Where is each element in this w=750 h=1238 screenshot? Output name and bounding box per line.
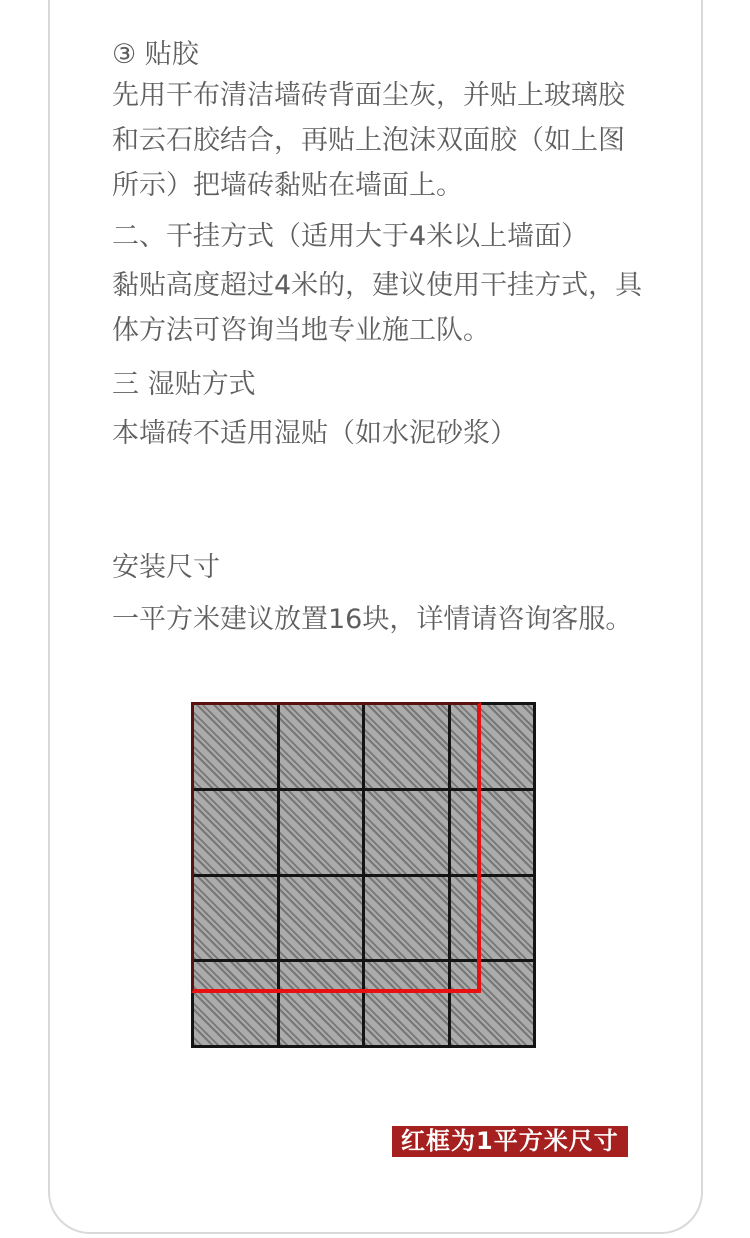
tile-grid-diagram — [191, 702, 536, 1048]
tile — [365, 877, 448, 960]
tile — [451, 705, 534, 788]
tile — [280, 791, 363, 874]
tile — [451, 877, 534, 960]
install-size-body: 一平方米建议放置16块，详情请咨询客服。 — [112, 604, 633, 635]
tile — [194, 791, 277, 874]
tile — [280, 877, 363, 960]
tile — [280, 962, 363, 1045]
tile — [280, 705, 363, 788]
dry-hang-heading: 二、干挂方式（适用大于4米以上墙面） — [112, 221, 589, 252]
glue-step-body: 先用干布清洁墙砖背面尘灰，并贴上玻璃胶和云石胶结合，再贴上泡沫双面胶（如上图所示）把墙砖黏贴在墙面上。 — [112, 80, 625, 201]
tile — [451, 962, 534, 1045]
install-size-heading: 安装尺寸 — [112, 552, 220, 583]
tile — [365, 705, 448, 788]
tile — [451, 791, 534, 874]
red-frame-caption: 红框为1平方米尺寸 — [392, 1126, 628, 1157]
glue-step-heading: ③ 贴胶 — [112, 39, 199, 70]
tile — [365, 962, 448, 1045]
wet-paste-body: 本墙砖不适用湿贴（如水泥砂浆） — [112, 418, 517, 449]
tile — [194, 705, 277, 788]
tile — [365, 791, 448, 874]
wet-paste-heading: 三 湿贴方式 — [112, 369, 256, 400]
tile — [194, 877, 277, 960]
dry-hang-body: 黏贴高度超过4米的，建议使用干挂方式，具体方法可咨询当地专业施工队。 — [112, 270, 643, 346]
tile — [194, 962, 277, 1045]
